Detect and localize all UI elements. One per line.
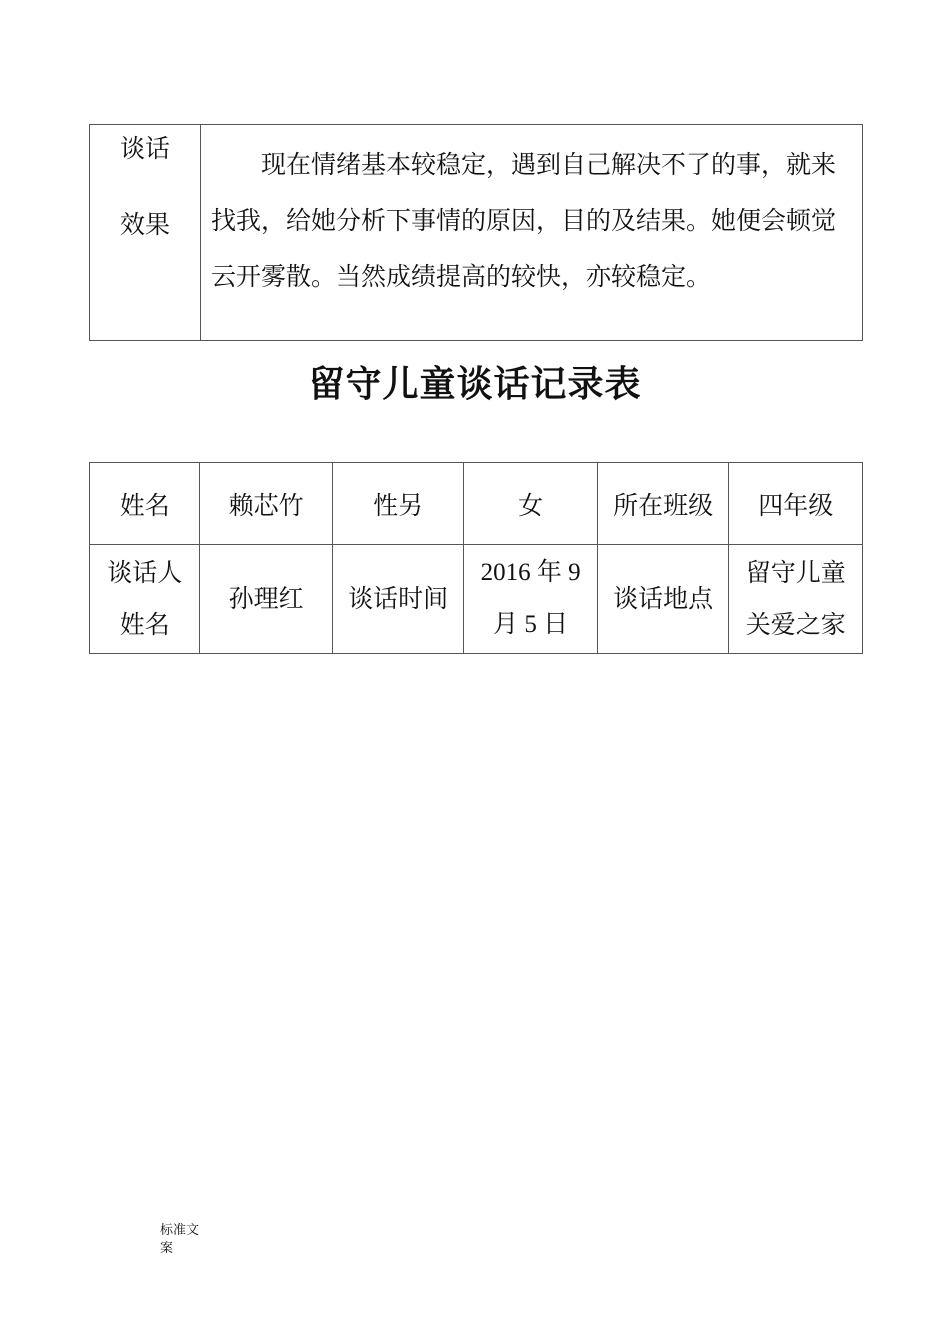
time-value-cell [464, 545, 598, 654]
time-label: 谈话时间 [332, 545, 464, 654]
footer-note [160, 1222, 210, 1258]
footer-line1: 标准文 [160, 1223, 200, 1238]
info-row-2 [90, 545, 863, 654]
effect-table [89, 124, 863, 341]
time-value-line2: 月 5 日 [493, 611, 569, 638]
gender-label: 性另 [332, 463, 464, 545]
footer-line2: 案 [160, 1241, 174, 1256]
document-title: 留守儿童谈话记录表 [308, 364, 642, 405]
place-value-cell [729, 545, 863, 654]
gender-value: 女 [464, 463, 598, 545]
info-row-1 [90, 463, 863, 545]
place-label: 谈话地点 [597, 545, 729, 654]
place-value-line1: 留守儿童 [745, 558, 846, 587]
effect-label-line1: 谈话 [119, 134, 170, 163]
class-value: 四年级 [729, 463, 863, 545]
time-value-line1: 2016 年 9 [480, 559, 581, 586]
effect-label-line2: 效果 [119, 210, 170, 239]
speaker-label-line1: 谈话人 [107, 558, 183, 587]
info-table [89, 462, 863, 654]
name-label: 姓名 [90, 463, 200, 545]
speaker-label-cell [90, 545, 200, 654]
effect-text: 现在情绪基本较稳定，遇到自己解决不了的事，就来找我，给她分析下事情的原因，目的及结果。她便会顿觉云开雾散。当然成绩提高的较快，亦较稳定。 [201, 125, 863, 341]
class-label: 所在班级 [597, 463, 729, 545]
name-value: 赖芯竹 [200, 463, 333, 545]
speaker-label-line2: 姓名 [119, 610, 170, 639]
speaker-value: 孙理红 [200, 545, 333, 654]
effect-label-cell [90, 125, 201, 341]
place-value-line2: 关爱之家 [745, 610, 846, 639]
